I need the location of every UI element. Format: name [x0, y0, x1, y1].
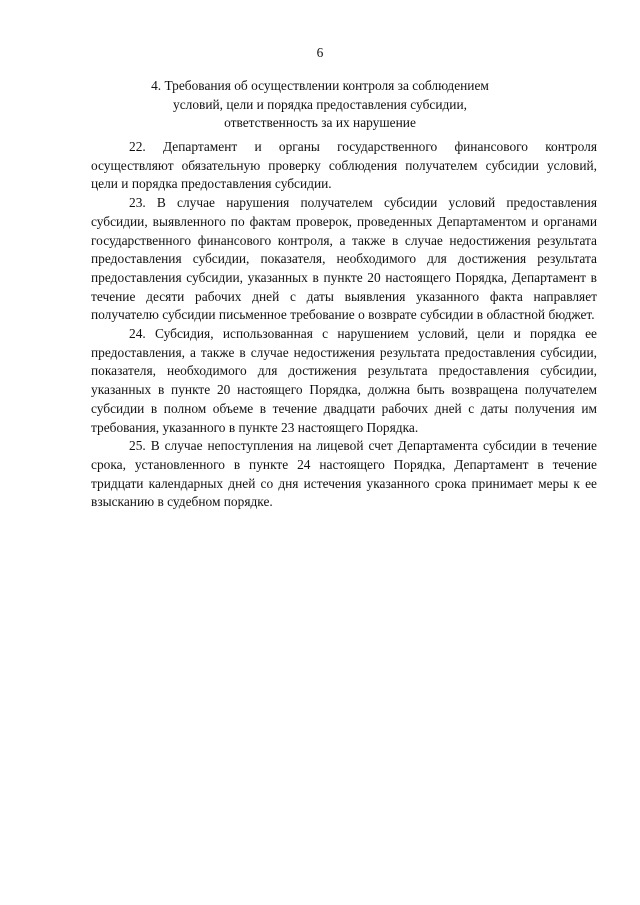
page-number: 6 [316, 45, 324, 60]
paragraph-24: 24. Субсидия, использованная с нарушением условий, цели и порядка ее предоставления, а также в случае недостижения результата предоставления субсидии, показателя, необходимого для достижения результата предоставления субсидии, указанных в пункте 20 настоящего Порядка, должна быть возвращена получателем субсидии в полном объеме в течение двадцати рабочих дней с даты получения им требования, указанного в пункте 23 настоящего Порядка. [91, 326, 597, 435]
section-title-line-1: 4. Требования об осуществлении контроля за соблюдением [151, 78, 489, 93]
document-body [91, 138, 597, 512]
paragraph-22: 22. Департамент и органы государственного финансового контроля осуществляют обязательную проверку соблюдения получателем субсидии условий, цели и порядка предоставления субсидии. [91, 139, 597, 192]
paragraph-23: 23. В случае нарушения получателем субсидии условий предоставления субсидии, выявленного по фактам проверок, проведенных Департаментом и органами государственного финансового контроля, а также в случае недостижения результата предоставления субсидии, показателя, необходимого для достижения результата предоставления субсидии, указанных в пункте 20 настоящего Порядка, Департамент в течение десяти рабочих дней с даты выявления указанного факта направляет получателю субсидии письменное требование о возврате субсидии в областной бюджет. [91, 195, 597, 323]
section-title-line-3: ответственность за их нарушение [224, 115, 416, 131]
section-title-line-2: условий, цели и порядка предоставления субсидии, [173, 96, 467, 112]
paragraph-25: 25. В случае непоступления на лицевой счет Департамента субсидии в течение срока, установленного в пункте 24 настоящего Порядка, Департамент в течение тридцати календарных дней со дня истечения указанного срока принимает меры к ее взысканию в судебном порядке. [91, 438, 597, 510]
section-title [120, 77, 520, 133]
